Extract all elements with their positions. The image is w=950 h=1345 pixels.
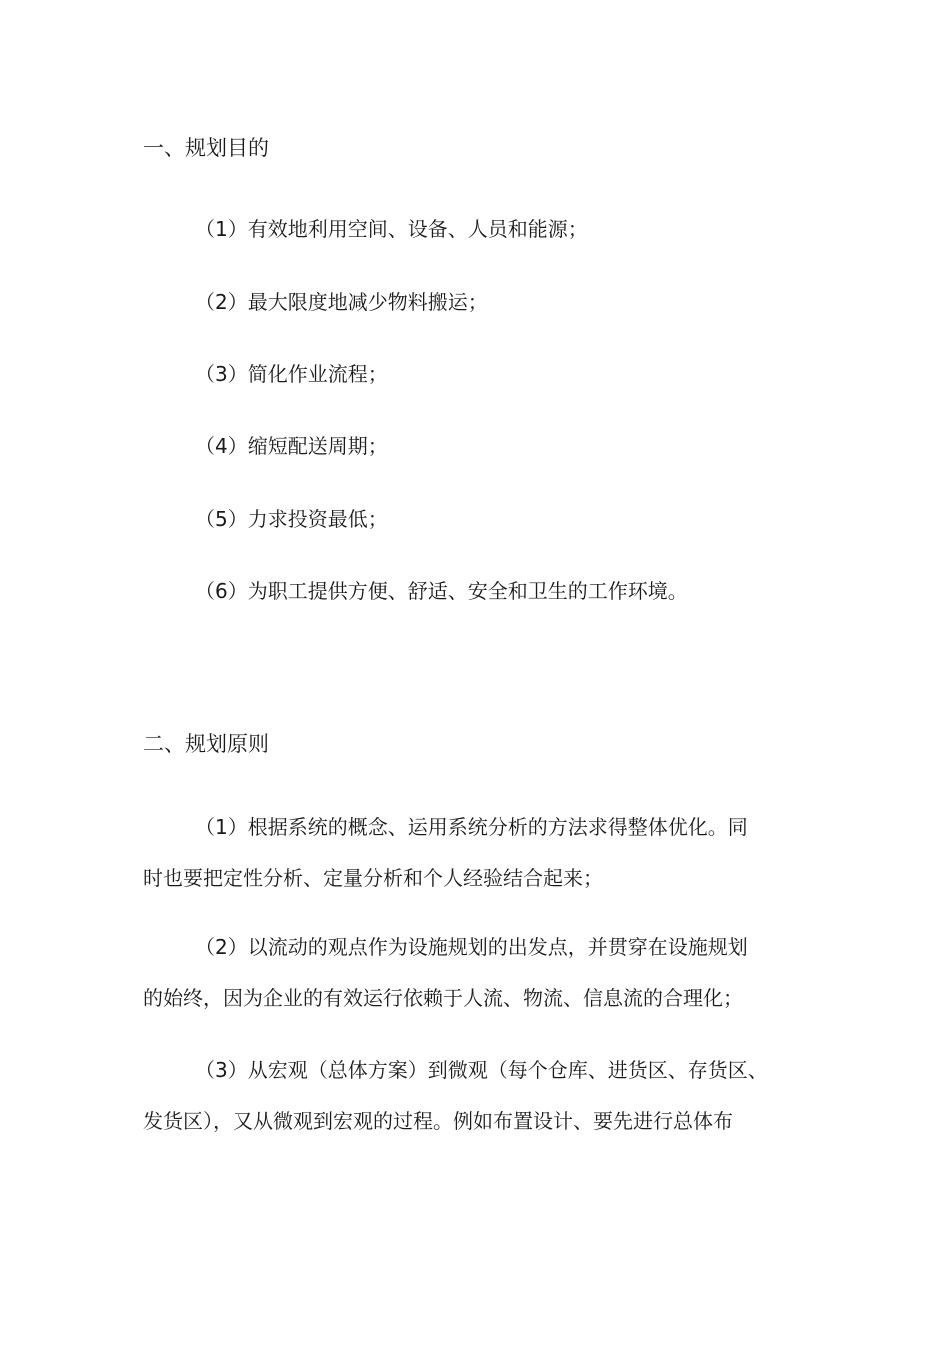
principle-1-line-1: （1）根据系统的概念、运用系统分析的方法求得整体优化。同	[195, 815, 748, 839]
section-heading-planning-purpose: 一、规划目的	[143, 136, 269, 160]
principle-1-line-2: 时也要把定性分析、定量分析和个人经验结合起来；	[143, 866, 603, 890]
purpose-item-2: （2）最大限度地减少物料搬运；	[195, 290, 488, 314]
principle-2-line-1: （2）以流动的观点作为设施规划的出发点，并贯穿在设施规划	[195, 935, 748, 959]
section-heading-planning-principles: 二、规划原则	[143, 732, 269, 756]
principle-3-line-2: 发货区），又从微观到宏观的过程。例如布置设计、要先进行总体布	[143, 1109, 733, 1133]
principle-paragraph-1	[143, 802, 783, 904]
purpose-item-4: （4）缩短配送周期；	[195, 434, 388, 458]
principle-3-line-1: （3）从宏观（总体方案）到微观（每个仓库、进货区、存货区、	[195, 1058, 768, 1082]
purpose-item-5: （5）力求投资最低；	[195, 507, 388, 531]
principle-paragraph-3	[143, 1045, 783, 1147]
principle-paragraph-2	[143, 922, 783, 1024]
purpose-item-3: （3）简化作业流程；	[195, 362, 388, 386]
purpose-item-6: （6）为职工提供方便、舒适、安全和卫生的工作环境。	[195, 579, 688, 603]
purpose-item-1: （1）有效地利用空间、设备、人员和能源；	[195, 217, 588, 241]
principle-2-line-2: 的始终，因为企业的有效运行依赖于人流、物流、信息流的合理化；	[143, 986, 743, 1010]
